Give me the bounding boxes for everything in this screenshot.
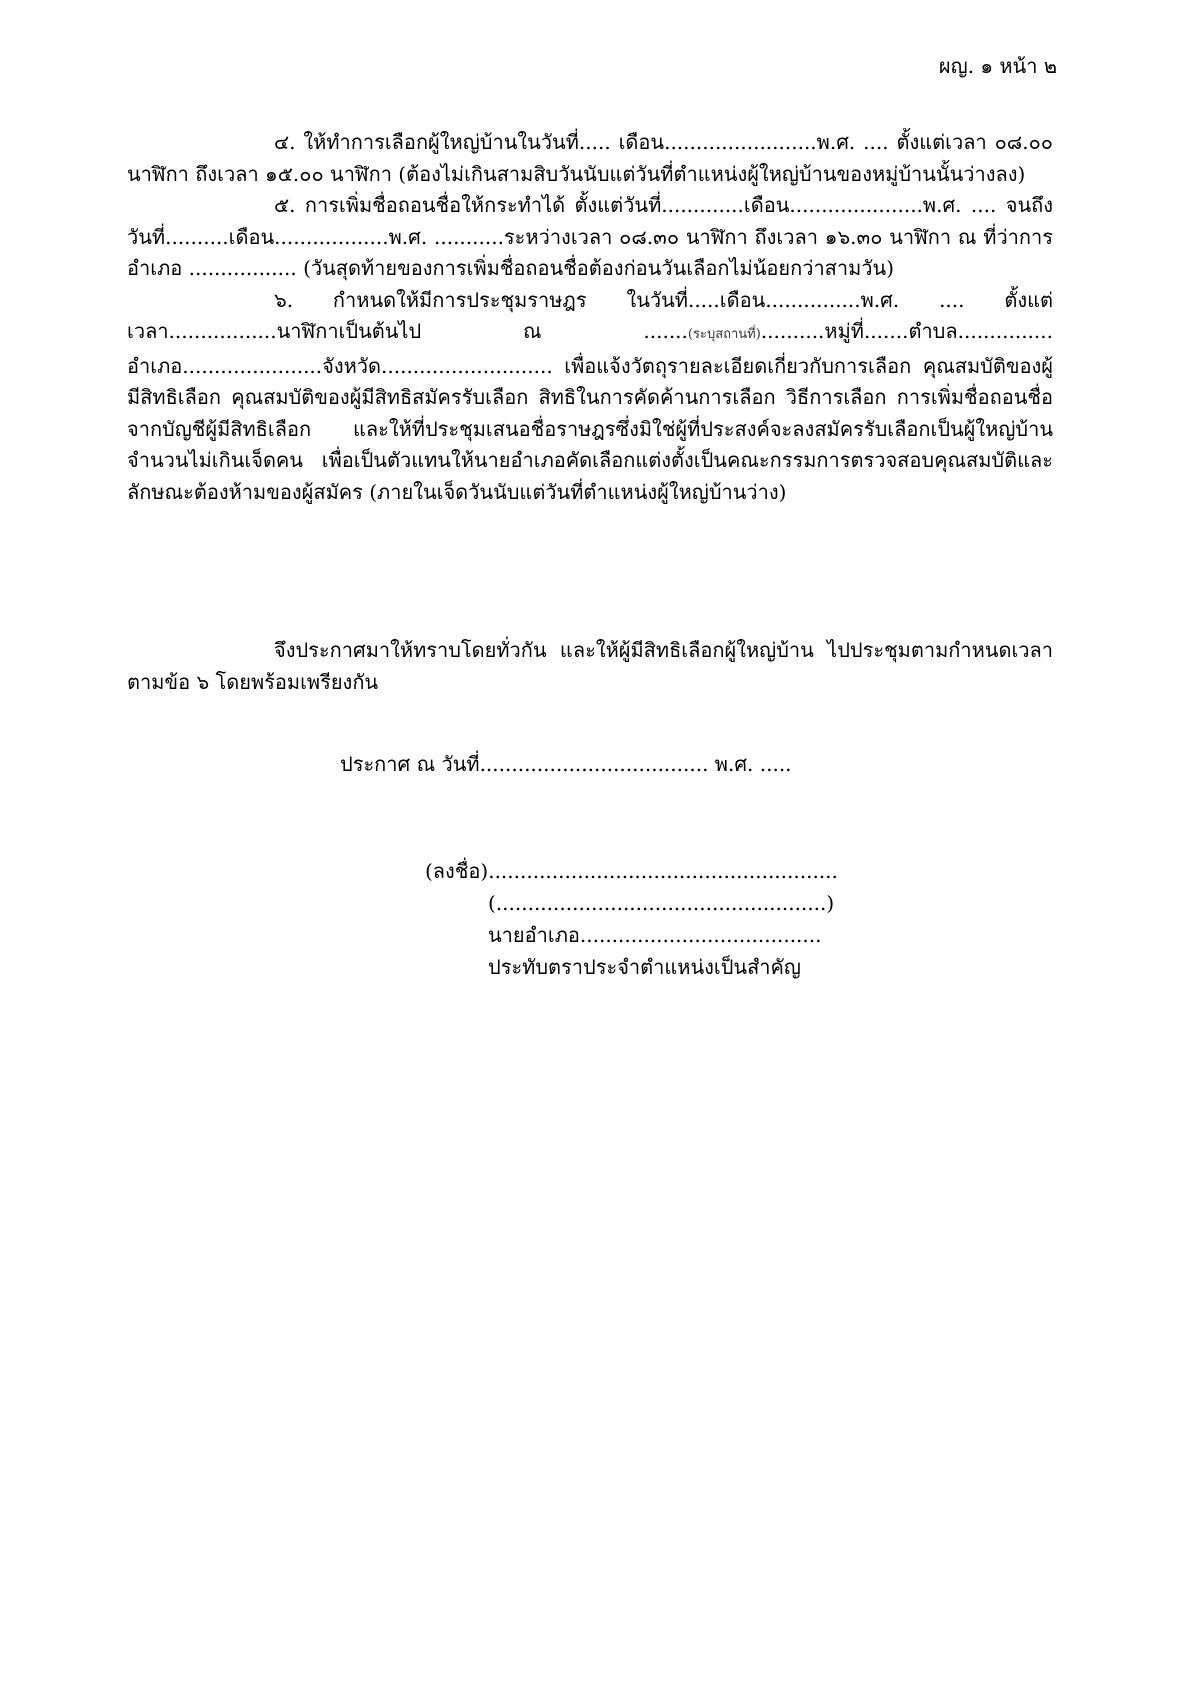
item-6-text-start: ๖. กำหนดให้มีการประชุมราษฎร ในวันที่.....เดือน...............พ.ศ. .... ตั้งแต่ เวลา.................นาฬิกาเป็นต้นไป ณ ....... (127, 287, 1053, 343)
announcement-items (127, 127, 1053, 508)
closing-section (127, 635, 1053, 698)
item-6-paragraph (127, 285, 1053, 509)
item-6-text-end: ..........หมู่ที่.......ตำบล............... อำเภอ......................จังหวัด........................... เพื่อแจ้งวัตถุรายละเอียดเกี่ยวกับการเลือก คุณสมบัติของผู้มีสิทธิเลือก คุณสมบัติของผู้มีสิทธิสมัครรับเลือก สิทธิในการคัดค้านการเลือก วิธีการเลือก การเพิ่มชื่อถอนชื่อจากบัญชีผู้มีสิทธิเลือก และให้ที่ประชุมเสนอชื่อราษฎรซึ่งมิใช่ผู้ที่ประสงค์จะลงสมัครรับเลือกเป็นผู้ใหญ่บ้าน จำนวนไม่เกินเจ็ดคน เพื่อเป็นตัวแทนให้นายอำเภอคัดเลือกแต่งตั้งเป็นคณะกรรมการตรวจสอบคุณสมบัติและลักษณะต้องห้ามของผู้สมัคร (ภายในเจ็ดวันนับแต่วันที่ตำแหน่งผู้ใหญ่บ้านว่าง) (127, 319, 1053, 504)
page-label: ผญ. ๑ หน้า ๒ (938, 54, 1057, 78)
item-5-paragraph: ๕. การเพิ่มชื่อถอนชื่อให้กระทำได้ ตั้งแต่วันที่.............เดือน.....................พ.ศ. .... จนถึงวันที่..........เดือน..................พ.ศ. ...........ระหว่างเวลา ๐๘.๓๐ นาฬิกา ถึงเวลา ๑๖.๓๐ นาฬิกา ณ ที่ว่าการอำเภอ ................. (วันสุดท้ายของการเพิ่มชื่อถอนชื่อต้องก่อนวันเลือกไม่น้อยกว่าสามวัน) (127, 193, 1053, 280)
printed-name-line: (....................................................) (488, 891, 835, 915)
item-4-paragraph: ๔. ให้ทำการเลือกผู้ใหญ่บ้านในวันที่..... เดือน........................พ.ศ. .... ตั้งแต่เวลา ๐๘.๐๐ นาฬิกา ถึงเวลา ๑๕.๐๐ นาฬิกา (ต้องไม่เกินสามสิบวันนับแต่วันที่ตำแหน่งผู้ใหญ่บ้านของหมู่บ้านนั้นว่างลง) (127, 130, 1053, 186)
signature-block (425, 855, 838, 983)
seal-note: ประทับตราประจำตำแหน่งเป็นสำคัญ (488, 955, 801, 979)
closing-paragraph: จึงประกาศมาให้ทราบโดยทั่วกัน และให้ผู้มีสิทธิเลือกผู้ใหญ่บ้าน ไปประชุมตามกำหนดเวลาตามข้อ ๖ โดยพร้อมเพรียงกัน (127, 638, 1053, 694)
location-note: (ระบุสถานที่) (687, 327, 761, 342)
position-line: นายอำเภอ...................................... (488, 923, 822, 947)
announcement-date-line: ประกาศ ณ วันที่.................................... พ.ศ. ..... (340, 752, 792, 776)
signature-line: (ลงชื่อ)....................................................... (425, 859, 838, 883)
